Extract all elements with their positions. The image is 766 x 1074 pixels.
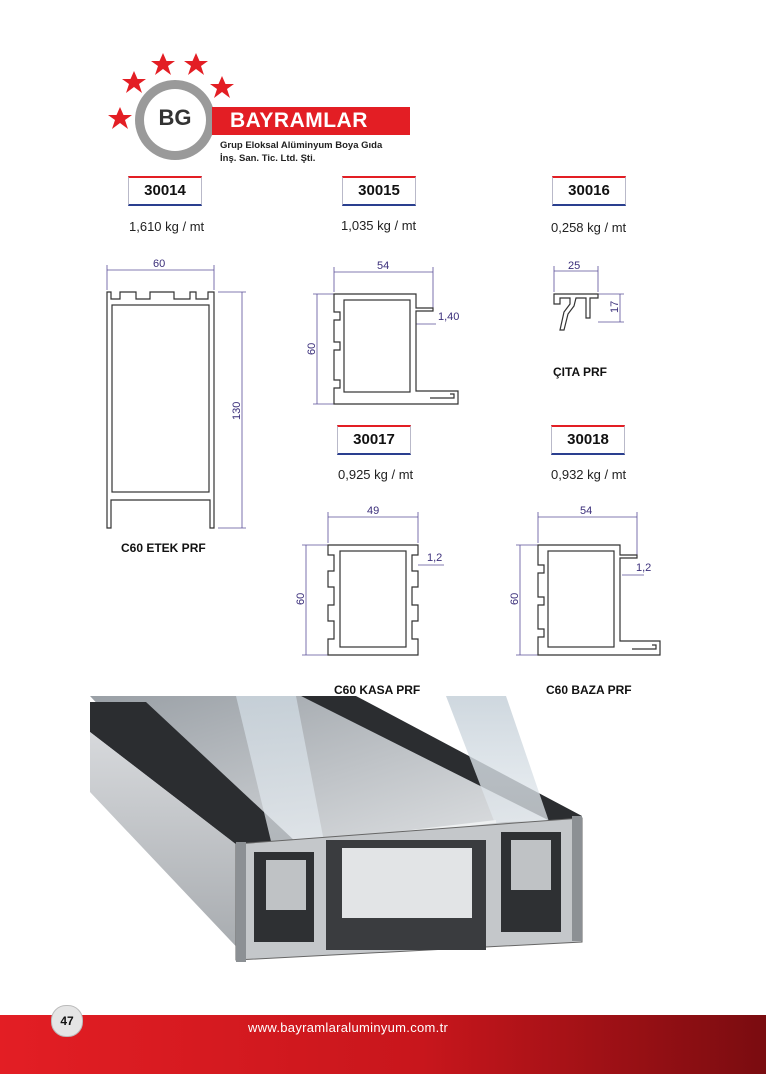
- profile-weight-30017: 0,925 kg / mt: [338, 467, 414, 482]
- dim-width: 49: [367, 505, 380, 517]
- dim-height: 60: [306, 342, 318, 355]
- profile-drawing-30017: [290, 505, 460, 660]
- star-icon: [108, 107, 132, 129]
- profile-drawing-30014: [90, 255, 260, 535]
- dim-width: 25: [568, 260, 581, 272]
- profile-drawing-30018: [500, 505, 670, 660]
- profile-weight-30015: 1,035 kg / mt: [341, 218, 417, 233]
- star-icon: [184, 53, 208, 75]
- profile-code-30015: 30015: [342, 176, 416, 206]
- page-number: 47: [51, 1005, 83, 1037]
- profile-weight-30014: 1,610 kg / mt: [129, 219, 205, 234]
- profile-code-30014: 30014: [128, 176, 202, 206]
- profile-weight-30016: 0,258 kg / mt: [551, 220, 627, 235]
- dim-height: 60: [509, 592, 521, 605]
- profile-label-30016: ÇITA PRF: [553, 365, 607, 379]
- dim-width: 60: [153, 258, 166, 270]
- profile-drawing-30015: [300, 258, 480, 408]
- brand-subtitle-1: Grup Eloksal Alüminyum Boya Gıda: [220, 140, 383, 151]
- profile-label-30017: C60 KASA PRF: [334, 683, 421, 697]
- website-link[interactable]: www.bayramlaraluminyum.com.tr: [248, 1020, 449, 1035]
- dim-wall: 1,40: [438, 311, 460, 323]
- star-icon: [210, 76, 234, 98]
- profile-drawing-30016: [540, 258, 640, 338]
- dim-width: 54: [377, 260, 390, 272]
- logo-initials: BG: [158, 105, 192, 130]
- dim-wall: 1,2: [636, 562, 652, 574]
- profile-code-30018: 30018: [551, 425, 625, 455]
- star-icon: [151, 53, 175, 75]
- brand-subtitle-2: İnş. San. Tic. Ltd. Şti.: [220, 153, 316, 164]
- profile-label-30014: C60 ETEK PRF: [121, 541, 206, 555]
- profile-label-30018: C60 BAZA PRF: [546, 683, 632, 697]
- profile-code-30017: 30017: [337, 425, 411, 455]
- dim-height: 60: [295, 592, 307, 605]
- dim-width: 54: [580, 505, 593, 517]
- star-icon: [122, 71, 146, 93]
- profile-3d-render: [86, 692, 586, 962]
- dim-wall: 1,2: [427, 552, 443, 564]
- profile-code-30016: 30016: [552, 176, 626, 206]
- profile-weight-30018: 0,932 kg / mt: [551, 467, 627, 482]
- brand-name: BAYRAMLAR: [212, 107, 410, 135]
- dim-height: 130: [231, 401, 243, 420]
- dim-height: 17: [609, 300, 621, 313]
